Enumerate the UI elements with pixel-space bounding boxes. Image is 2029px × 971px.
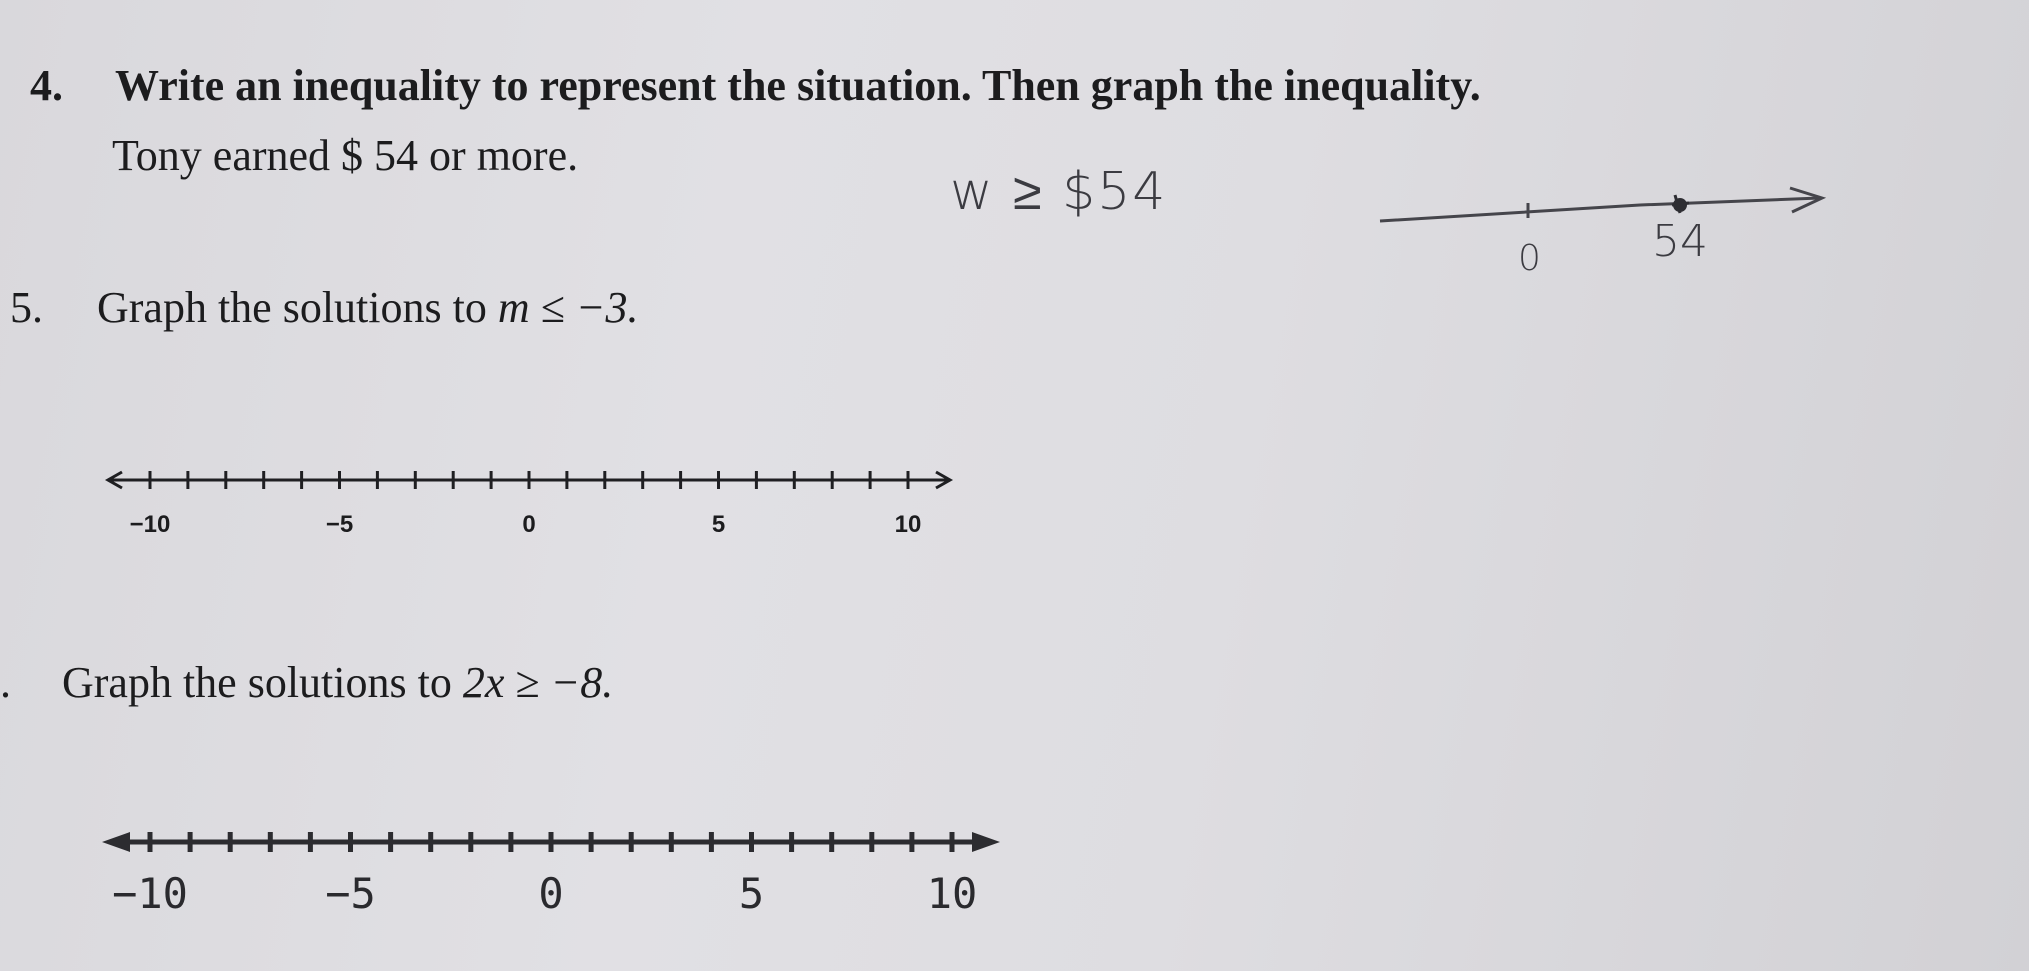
handwritten-tick-0: 0 xyxy=(1518,238,1541,279)
tick-label: 10 xyxy=(894,511,922,538)
problem-6-prompt-text: Graph the solutions to xyxy=(62,658,463,707)
tick-label: −10 xyxy=(112,869,188,918)
right-arrow-icon xyxy=(972,832,1000,852)
tick-label: 10 xyxy=(926,869,978,918)
problem-5-prompt xyxy=(97,282,638,333)
tick-label: −5 xyxy=(325,511,354,538)
number-line-problem-5[interactable] xyxy=(80,460,1020,550)
tick-label: −5 xyxy=(325,869,376,918)
tick-label: 0 xyxy=(538,869,564,918)
tick-label: 0 xyxy=(522,511,536,538)
problem-5-number: 5. xyxy=(10,283,43,332)
handwritten-answer: w ≥ $54 xyxy=(950,162,1168,222)
tick-label: −10 xyxy=(129,511,171,538)
problem-5-prompt-text: Graph the solutions to xyxy=(97,283,498,332)
tick-label: 5 xyxy=(711,511,726,538)
problem-6-number: . xyxy=(0,658,11,707)
problem-4-situation: Tony earned $ 54 or more. xyxy=(112,131,579,180)
problem-6-inequality: 2x ≥ −8. xyxy=(462,658,614,707)
problem-4-instruction: Write an inequality to represent the situation. Then graph the inequality. xyxy=(115,61,1481,110)
problem-5-inequality: m ≤ −3. xyxy=(497,283,639,332)
number-line-problem-6[interactable] xyxy=(80,820,1070,940)
tick-label: 5 xyxy=(738,869,765,918)
handwritten-tick-54: 54 xyxy=(1652,216,1708,267)
problem-6-prompt xyxy=(62,657,613,708)
problem-4-number: 4. xyxy=(30,61,63,110)
left-arrow-icon xyxy=(102,832,130,852)
